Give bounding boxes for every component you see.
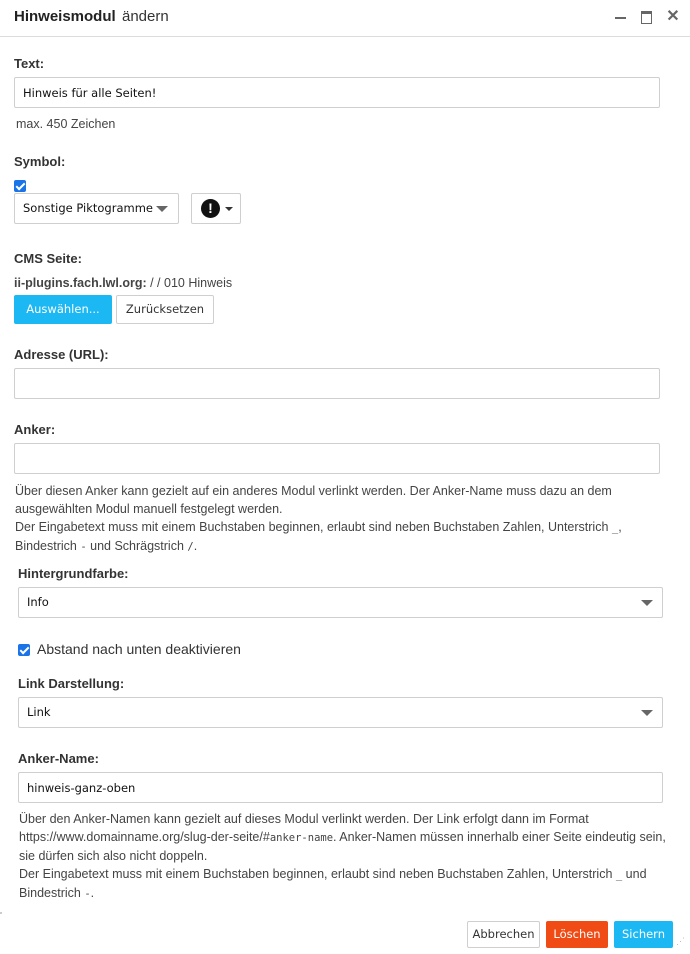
spacing-checkbox[interactable] bbox=[18, 644, 30, 656]
maximize-icon[interactable] bbox=[636, 6, 656, 28]
symbol-icon-picker[interactable] bbox=[191, 193, 241, 224]
link-display-select[interactable] bbox=[18, 697, 663, 728]
anchor-name-help-part: Der Eingabetext muss mit einem Buchstaben beginnen, erlaubt sind neben Buchstaben Zahlen, Unterstrich bbox=[19, 867, 616, 881]
select-page-button[interactable]: Auswählen... bbox=[14, 295, 112, 324]
link-display-label: Link Darstellung: bbox=[18, 676, 125, 691]
anchor-help-text-1: Über diesen Anker kann gezielt auf ein anderes Modul verlinkt werden. Der Anker-Name muss dazu an dem ausgewählten Modul manuell festgelegt werden. bbox=[15, 484, 612, 516]
code-slash: / bbox=[187, 541, 194, 553]
code-dash: - bbox=[80, 541, 87, 553]
anchor-name-help bbox=[19, 810, 681, 903]
minimize-icon[interactable] bbox=[611, 6, 631, 28]
anchor-name-help-text-2 bbox=[19, 865, 681, 903]
text-input[interactable] bbox=[14, 77, 660, 108]
code-anchor-name: anker-name bbox=[269, 832, 334, 844]
anchor-help-part: und Schrägstrich bbox=[86, 539, 188, 553]
text-label: Text: bbox=[14, 56, 45, 71]
anchor-help-part: , Bindestrich bbox=[15, 520, 622, 553]
anchor-help-part: Der Eingabetext muss mit einem Buchstaben beginnen, erlaubt sind neben Buchstaben Zahlen, Unterstrich bbox=[15, 520, 612, 534]
cms-page-label: CMS Seite: bbox=[14, 251, 82, 266]
background-value: Info bbox=[27, 595, 49, 609]
anchor-name-label: Anker-Name: bbox=[18, 751, 99, 766]
anchor-help bbox=[15, 482, 655, 556]
caret-down-icon bbox=[225, 207, 233, 211]
resize-grip-icon[interactable]: ⋰ bbox=[676, 936, 685, 946]
dialog-title: Hinweismodul bbox=[14, 8, 116, 25]
anchor-name-help-part: . bbox=[90, 886, 95, 900]
symbol-category-select[interactable] bbox=[14, 193, 179, 224]
cms-page-domain: ii-plugins.fach.lwl.org: bbox=[14, 276, 147, 290]
close-icon[interactable]: ✕ bbox=[666, 8, 680, 25]
url-label: Adresse (URL): bbox=[14, 347, 109, 362]
background-label: Hintergrundfarbe: bbox=[18, 566, 129, 581]
side-marker bbox=[0, 912, 2, 914]
anchor-name-help-part: . Anker-Namen müssen innerhalb einer Seite eindeutig sein, sie dürfen sich also nicht doppeln. bbox=[19, 830, 666, 863]
reset-page-button[interactable]: Zurücksetzen bbox=[116, 295, 214, 324]
anchor-input[interactable] bbox=[14, 443, 660, 474]
symbol-checkbox[interactable] bbox=[14, 180, 26, 192]
spacing-label: Abstand nach unten deaktivieren bbox=[37, 641, 241, 657]
anchor-name-input[interactable] bbox=[18, 772, 663, 803]
url-input[interactable] bbox=[14, 368, 660, 399]
code-dash: - bbox=[84, 888, 91, 900]
cms-page-path bbox=[14, 276, 232, 290]
code-underscore: _ bbox=[611, 522, 619, 534]
cancel-button[interactable]: Abbrechen bbox=[467, 921, 540, 948]
code-underscore: _ bbox=[615, 869, 623, 881]
dialog-subtitle: ändern bbox=[122, 8, 169, 25]
symbol-category-value: Sonstige Piktogramme bbox=[23, 201, 153, 215]
chevron-down-icon bbox=[641, 710, 653, 716]
anchor-help-part: . bbox=[193, 539, 198, 553]
symbol-label: Symbol: bbox=[14, 154, 66, 169]
anchor-help-text-2 bbox=[15, 518, 655, 556]
anchor-name-help-text-1 bbox=[19, 810, 681, 865]
save-button[interactable]: Sichern bbox=[614, 921, 673, 948]
exclamation-circle-icon: ! bbox=[201, 199, 220, 218]
anchor-label: Anker: bbox=[14, 422, 56, 437]
chevron-down-icon bbox=[156, 206, 168, 212]
cms-page-path-value: / / 010 Hinweis bbox=[146, 276, 233, 290]
background-select[interactable] bbox=[18, 587, 663, 618]
anchor-name-help-part: Über den Anker-Namen kann gezielt auf dieses Modul verlinkt werden. Der Link erfolgt dann im Format https://www.domainname.org/slug-der-seite/# bbox=[19, 812, 589, 844]
chevron-down-icon bbox=[641, 600, 653, 606]
text-hint: max. 450 Zeichen bbox=[16, 117, 116, 131]
anchor-name-help-part: und Bindestrich bbox=[19, 867, 647, 900]
dialog-titlebar bbox=[0, 0, 690, 37]
delete-button[interactable]: Löschen bbox=[546, 921, 608, 948]
link-display-value: Link bbox=[27, 705, 51, 719]
